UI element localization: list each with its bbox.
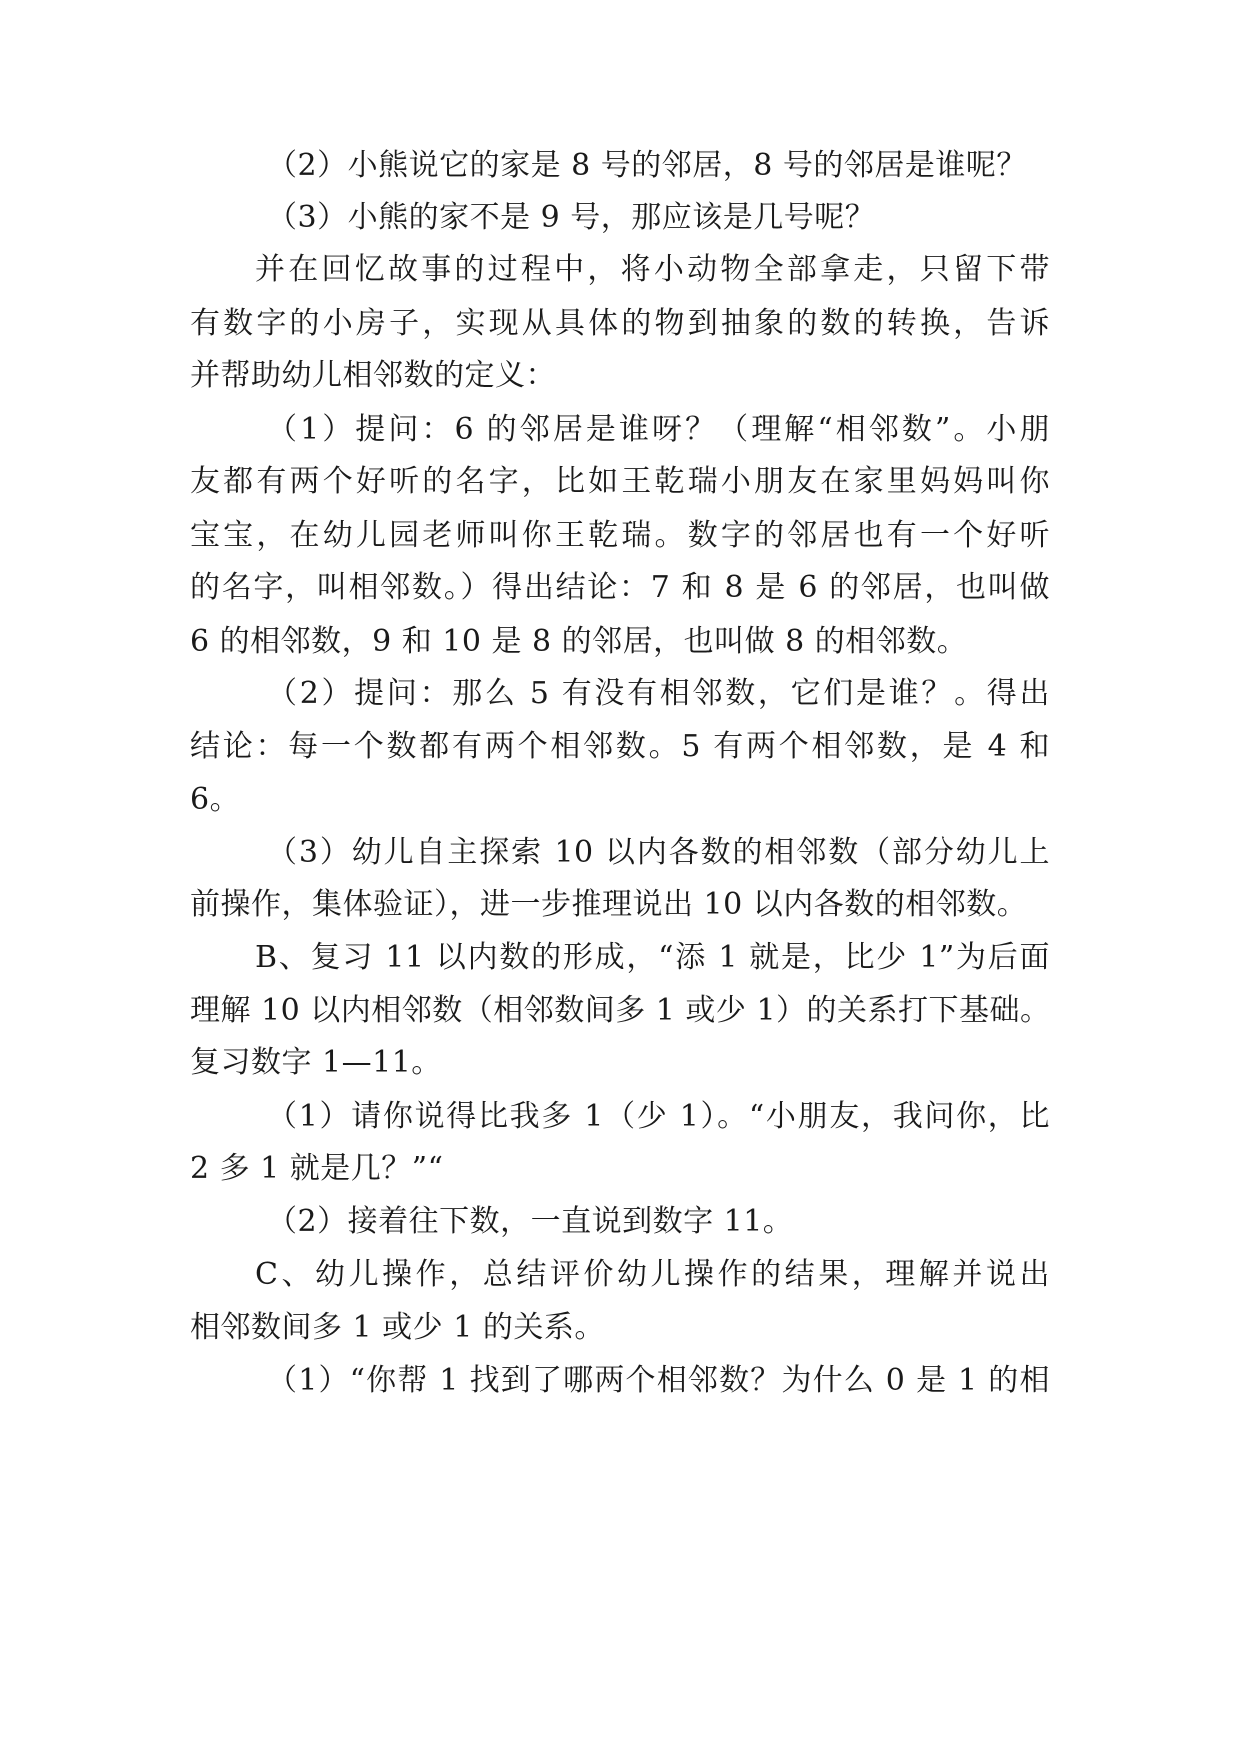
text-line: 宝宝，在幼儿园老师叫你王乾瑞。数字的邻居也有一个好听 — [190, 518, 1050, 553]
text-line: 6 的相邻数，9 和 10 是 8 的邻居，也叫做 8 的相邻数。 — [190, 624, 968, 659]
text-line: 相邻数间多 1 或少 1 的关系。 — [190, 1310, 605, 1345]
text-line: （2）小熊说它的家是 8 号的邻居，8 号的邻居是谁呢？ — [267, 148, 1027, 183]
text-line: 前操作，集体验证），进一步推理说出 10 以内各数的相邻数。 — [190, 887, 1028, 922]
text-line: （1）请你说得比我多 1（少 1）。“小朋友，我问你，比 — [267, 1099, 1050, 1134]
text-line: 的名字，叫相邻数。）得出结论：7 和 8 是 6 的邻居，也叫做 — [190, 570, 1050, 605]
text-line: （1）“你帮 1 找到了哪两个相邻数？为什么 0 是 1 的相 — [267, 1363, 1050, 1398]
text-line: （3）小熊的家不是 9 号，那应该是几号呢？ — [267, 200, 876, 235]
text-line: 2 多 1 就是几？”“ — [190, 1151, 444, 1186]
text-line: 复习数字 1—11。 — [190, 1045, 442, 1080]
text-line: （2）提问：那么 5 有没有相邻数，它们是谁？。得出 — [267, 676, 1050, 711]
text-line: （1）提问：6 的邻居是谁呀？（理解“相邻数”。小朋 — [267, 412, 1050, 447]
text-line: （2）接着往下数，一直说到数字 11。 — [267, 1204, 794, 1239]
text-line: 并在回忆故事的过程中，将小动物全部拿走，只留下带 — [255, 252, 1050, 287]
text-line: 友都有两个好听的名字，比如王乾瑞小朋友在家里妈妈叫你 — [190, 464, 1050, 499]
text-line: （3）幼儿自主探索 10 以内各数的相邻数（部分幼儿上 — [267, 835, 1050, 870]
text-line: 并帮助幼儿相邻数的定义： — [190, 358, 556, 393]
text-line: 有数字的小房子，实现从具体的物到抽象的数的转换，告诉 — [190, 306, 1050, 341]
text-line: 6。 — [190, 782, 241, 817]
text-line: C、幼儿操作，总结评价幼儿操作的结果，理解并说出 — [255, 1257, 1050, 1292]
text-line: B、复习 11 以内数的形成，“添 1 就是，比少 1”为后面 — [255, 940, 1050, 975]
text-line: 结论：每一个数都有两个相邻数。5 有两个相邻数，是 4 和 — [190, 729, 1050, 764]
text-line: 理解 10 以内相邻数（相邻数间多 1 或少 1）的关系打下基础。 — [190, 993, 1051, 1028]
